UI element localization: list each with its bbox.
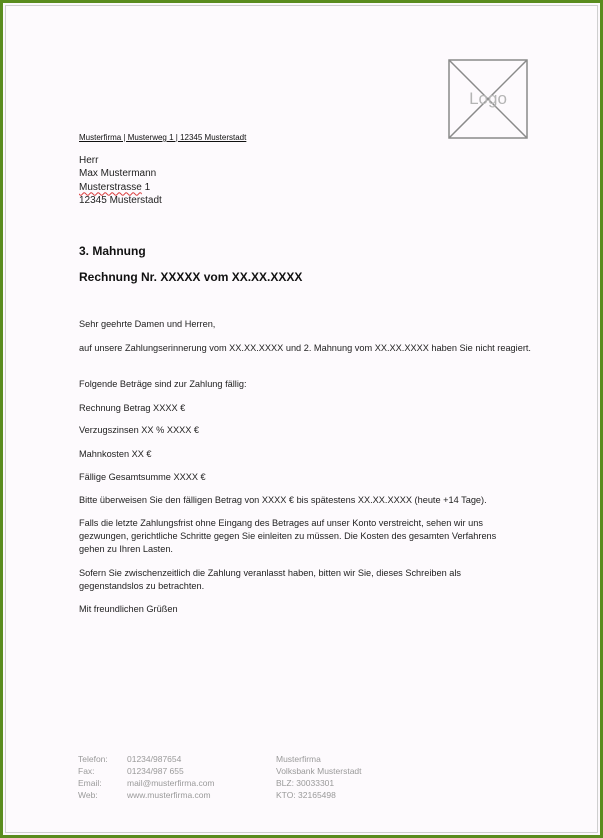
recipient-street-line xyxy=(79,181,162,194)
recipient-city: 12345 Musterstadt xyxy=(79,194,162,206)
paragraph-disregard-notice: Sofern Sie zwischenzeitlich die Zahlung veranlasst haben, bitten wir Sie, dieses Schreiben als gegenstandslos zu betrachten. xyxy=(79,568,461,591)
footer-web: www.musterfirma.com xyxy=(127,790,211,800)
paragraph-payment-deadline: Bitte überweisen Sie den fälligen Betrag von XXXX € bis spätestens XX.XX.XXXX (heute +14 Tage). xyxy=(79,495,487,505)
item-invoice-amount: Rechnung Betrag XXXX € xyxy=(79,403,186,413)
item-total-due: Fällige Gesamtsumme XXXX € xyxy=(79,472,206,482)
footer-fax: 01234/987 655 xyxy=(127,766,184,776)
footer-label: Fax: xyxy=(78,766,95,776)
footer-email: mail@musterfirma.com xyxy=(127,778,215,788)
footer-blz: BLZ: 30033301 xyxy=(276,778,335,788)
closing: Mit freundlichen Grüßen xyxy=(79,604,178,614)
logo-text: Logo xyxy=(469,89,507,108)
paragraph-legal-steps: Falls die letzte Zahlungsfrist ohne Eingang des Betrages auf unser Konto verstreicht, sehen wir uns gezwungen, gerichtliche Schritte gegen Sie einleiten zu müssen. Die Kosten des gesamten Verfahrens gehen zu Ihren Lasten. xyxy=(79,518,497,554)
footer-contact-row xyxy=(78,777,215,789)
greeting: Sehr geehrte Damen und Herren, xyxy=(79,319,216,329)
footer-contact xyxy=(78,753,215,801)
recipient-house-number: 1 xyxy=(141,181,151,193)
invoice-subject: Rechnung Nr. XXXXX vom XX.XX.XXXX xyxy=(79,270,303,284)
recipient-name: Max Mustermann xyxy=(79,168,157,180)
footer-account: KTO: 32165498 xyxy=(276,790,336,800)
paragraph-amounts-due: Folgende Beträge sind zur Zahlung fällig: xyxy=(79,379,247,389)
logo-placeholder xyxy=(448,59,526,137)
footer-bank-name: Volksbank Musterstadt xyxy=(276,766,362,776)
footer-bank xyxy=(276,753,362,801)
paragraph-unanswered-reminders: auf unsere Zahlungserinnerung vom XX.XX.XXXX und 2. Mahnung vom XX.XX.XXXX haben Sie nicht reagiert. xyxy=(79,343,531,353)
footer-label: Telefon: xyxy=(78,754,108,764)
item-reminder-fees: Mahnkosten XX € xyxy=(79,449,152,459)
footer-phone: 01234/987654 xyxy=(127,754,182,764)
item-default-interest: Verzugszinsen XX % XXXX € xyxy=(79,425,200,435)
footer-contact-row xyxy=(78,765,215,777)
reminder-title: 3. Mahnung xyxy=(79,244,146,258)
footer-company: Musterfirma xyxy=(276,754,321,764)
letter-page xyxy=(5,5,598,833)
footer-contact-row xyxy=(78,789,215,801)
sender-line: Musterfirma | Musterweg 1 | 12345 Musterstadt xyxy=(79,133,247,142)
footer-label: Email: xyxy=(78,778,102,788)
recipient-salutation: Herr xyxy=(79,155,99,166)
recipient-street: Musterstrasse xyxy=(79,181,142,193)
footer-contact-row xyxy=(78,753,215,765)
footer-label: Web: xyxy=(78,790,98,800)
recipient-address xyxy=(79,154,162,207)
